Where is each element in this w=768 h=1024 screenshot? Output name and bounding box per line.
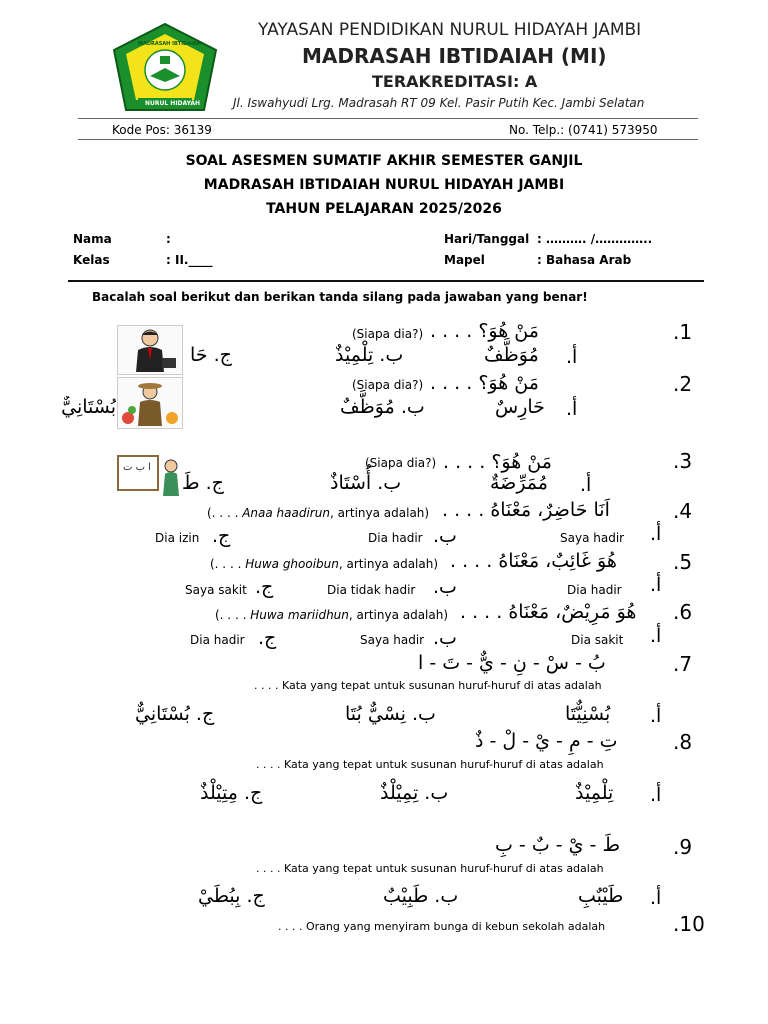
q5-option-b[interactable]: Dia tidak hadir	[327, 583, 416, 597]
q6-question: هُوَ مَرِيْضٌ، مَعْنَاهُ . . . .	[460, 601, 637, 623]
q6-option-a[interactable]: Dia sakit	[571, 633, 624, 647]
q6-option-b-letter[interactable]: ب.	[433, 627, 457, 649]
q3-hint: (Siapa dia?)	[365, 456, 437, 470]
illustration-office-worker	[117, 325, 183, 375]
q7-option-a-letter[interactable]: أ.	[650, 705, 662, 727]
phone-number: No. Telp.: (0741) 573950	[509, 123, 658, 137]
q4-option-c-letter[interactable]: ج.	[212, 525, 231, 547]
identity-divider	[68, 280, 704, 282]
q6-hint-pre: (. . . .	[215, 608, 251, 622]
q6-number: .6	[673, 600, 693, 624]
office-worker-icon	[118, 326, 182, 374]
school-logo-icon	[112, 22, 218, 112]
kelas-label: Kelas	[73, 253, 110, 267]
postal-code: Kode Pos: 36139	[112, 123, 212, 137]
school-logo	[112, 22, 218, 112]
exam-title-line1: SOAL ASESMEN SUMATIF AKHIR SEMESTER GANJIL	[185, 153, 583, 169]
q6-option-c[interactable]: Dia hadir	[190, 633, 245, 647]
q5-hint	[210, 557, 438, 571]
q9-option-c[interactable]: ج. بِبُطَيْ	[198, 885, 265, 907]
q2-question: مَنْ هُوَ؟ . . . .	[430, 372, 539, 394]
q10-hint: . . . . Orang yang menyiram bunga di kebun sekolah adalah	[278, 920, 606, 933]
q4-option-b[interactable]: Dia hadir	[368, 531, 423, 545]
logo-top-text: MADRASAH IBTIDAIAH	[138, 41, 201, 47]
q9-hint: . . . . Kata yang tepat untuk susunan huruf-huruf di atas adalah	[256, 862, 604, 875]
q5-option-a-letter[interactable]: أ.	[650, 574, 662, 596]
q4-number: .4	[673, 499, 693, 523]
q8-number: .8	[673, 730, 693, 754]
school-address: Jl. Iswahyudi Lrg. Madrasah RT 09 Kel. Pasir Putih Kec. Jambi Selatan	[233, 96, 645, 110]
q9-number: .9	[673, 835, 693, 859]
kelas-field[interactable]: : II.____	[166, 253, 213, 267]
q3-option-a[interactable]: مُمَرِّضَةٌ	[490, 472, 548, 494]
q4-option-a-letter[interactable]: أ.	[650, 523, 662, 545]
q2-option-c[interactable]: بُسْتَانِيٌّ	[61, 396, 116, 418]
q1-number: .1	[673, 320, 693, 344]
q10-number: .10	[673, 912, 705, 936]
q9-option-a[interactable]: طَيْبٌبِ	[578, 885, 624, 907]
q4-hint-transliteration: Anaa haadirun	[242, 506, 330, 520]
instruction-text: Bacalah soal berikut dan berikan tanda silang pada jawaban yang benar!	[92, 290, 588, 304]
q3-option-b[interactable]: ب. أُسْتَاذٌ	[330, 472, 402, 494]
q6-hint-post: , artinya adalah)	[348, 608, 449, 622]
q7-question: بُ - سْ - نِ - يٌّ - تَ - ا	[418, 652, 606, 674]
q7-option-b[interactable]: ب. نِسْيٌّ بُتَا	[345, 703, 436, 725]
q7-option-a[interactable]: بُسْنِيٌّتَا	[565, 703, 611, 725]
q1-question: مَنْ هُوَ؟ . . . .	[430, 320, 539, 342]
q6-option-c-letter[interactable]: ج.	[258, 627, 277, 649]
exam-title-line3: TAHUN PELAJARAN 2025/2026	[266, 201, 502, 217]
q1-option-c[interactable]: ج. حَا	[190, 344, 232, 366]
q4-question: اَنَا حَاضِرٌ، مَعْنَاهُ . . . .	[442, 499, 610, 521]
q5-option-c[interactable]: Saya sakit	[185, 583, 247, 597]
q4-hint	[207, 506, 429, 520]
nama-field[interactable]: :	[166, 232, 171, 246]
q8-option-c[interactable]: ج. مِتِيْلْذٌ	[200, 782, 263, 804]
q5-option-c-letter[interactable]: ج.	[255, 576, 274, 598]
q4-option-c[interactable]: Dia izin	[155, 531, 200, 545]
mapel-label: Mapel	[444, 253, 485, 267]
gardener-icon	[118, 378, 182, 428]
board-letters: ا ب ت	[123, 462, 151, 473]
q9-option-b[interactable]: ب. طَبِيْبٌ	[383, 885, 459, 907]
hari-field[interactable]: : ………. /…………..	[537, 232, 653, 246]
q5-option-a[interactable]: Dia hadir	[567, 583, 622, 597]
q5-number: .5	[673, 550, 693, 574]
q5-question: هُوَ غَائِبٌ، مَعْنَاهُ . . . .	[450, 550, 617, 572]
header-divider-bottom	[78, 139, 698, 140]
q8-option-a[interactable]: تِلْمِيْذٌ	[575, 782, 614, 804]
q5-option-b-letter[interactable]: ب.	[433, 576, 457, 598]
q8-option-a-letter[interactable]: أ.	[650, 784, 662, 806]
q2-hint: (Siapa dia?)	[352, 378, 424, 392]
q1-option-b[interactable]: ب. تِلْمِيْذٌ	[335, 344, 404, 366]
q4-option-b-letter[interactable]: ب.	[433, 525, 457, 547]
school-name: MADRASAH IBTIDAIAH (MI)	[302, 44, 607, 68]
hari-label: Hari/Tanggal	[444, 232, 530, 246]
q3-option-a-letter[interactable]: أ.	[580, 474, 592, 496]
q4-option-a[interactable]: Saya hadir	[560, 531, 625, 545]
mapel-field: : Bahasa Arab	[537, 253, 632, 267]
q6-option-a-letter[interactable]: أ.	[650, 625, 662, 647]
q8-question: تِ - مِ - يْ - لْ - ذٌ	[475, 730, 618, 752]
foundation-name: YAYASAN PENDIDIKAN NURUL HIDAYAH JAMBI	[258, 20, 642, 40]
teacher-icon	[117, 452, 181, 498]
q8-hint: . . . . Kata yang tepat untuk susunan huruf-huruf di atas adalah	[256, 758, 604, 771]
logo-bottom-text: NURUL HIDAYAH	[145, 100, 201, 107]
q1-option-a[interactable]: مُوَظَّفٌ	[484, 344, 539, 366]
q6-hint-transliteration: Huwa mariidhun	[250, 608, 349, 622]
q6-hint	[215, 608, 448, 622]
q8-option-b[interactable]: ب. تِمِيْلْذٌ	[380, 782, 449, 804]
illustration-gardener	[117, 377, 183, 429]
exam-title-line2: MADRASAH IBTIDAIAH NURUL HIDAYAH JAMBI	[203, 177, 565, 193]
q2-option-b[interactable]: ب. مُوَظَّفٌ	[340, 396, 425, 418]
q6-option-b[interactable]: Saya hadir	[360, 633, 425, 647]
q9-question: طَ - يْ - بٌ - بِ	[495, 834, 621, 856]
header-divider-top	[78, 118, 698, 119]
q7-number: .7	[673, 652, 693, 676]
q2-option-a-letter[interactable]: أ.	[566, 398, 578, 420]
q7-hint: . . . . Kata yang tepat untuk susunan huruf-huruf di atas adalah	[254, 679, 602, 692]
q7-option-c[interactable]: ج. بُسْتَانِيٌّ	[135, 703, 215, 725]
q3-question: مَنْ هُوَ؟ . . . .	[443, 451, 552, 473]
q2-number: .2	[673, 372, 693, 396]
nama-label: Nama	[73, 232, 112, 246]
q4-hint-pre: (. . . .	[207, 506, 243, 520]
q5-hint-pre: (. . . .	[210, 557, 246, 571]
q5-hint-transliteration: Huwa ghooibun	[245, 557, 339, 571]
q9-option-a-letter[interactable]: أ.	[650, 887, 662, 909]
q1-hint: (Siapa dia?)	[352, 327, 424, 341]
q4-hint-post: , artinya adalah)	[329, 506, 430, 520]
q3-option-c[interactable]: ج. طَ	[182, 472, 224, 494]
illustration-teacher	[117, 452, 181, 498]
q1-option-a-letter[interactable]: أ.	[566, 346, 578, 368]
q3-number: .3	[673, 449, 693, 473]
accreditation: TERAKREDITASI: A	[372, 72, 538, 91]
q2-option-a[interactable]: حَارِسٌ	[495, 396, 545, 418]
q5-hint-post: , artinya adalah)	[338, 557, 439, 571]
